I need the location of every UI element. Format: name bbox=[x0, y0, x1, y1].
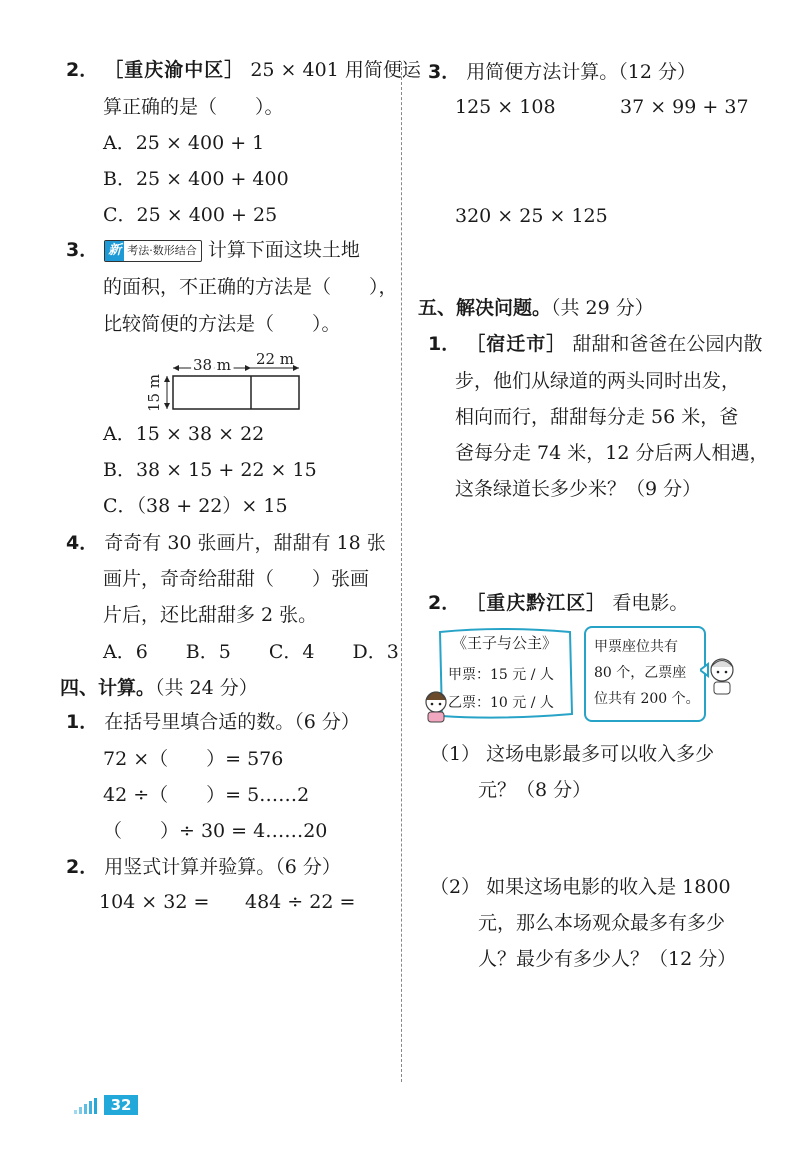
fill-blank-2: 42 ÷（ ）= 5……2 bbox=[103, 784, 310, 806]
option-c: C．（38 + 22）× 15 bbox=[103, 495, 288, 517]
badge-text: 考法·数形结合 bbox=[127, 244, 197, 257]
label-38m: 38 m bbox=[192, 356, 232, 374]
option-a: A．25 × 400 + 1 bbox=[103, 132, 265, 154]
vertical-calc-2: 484 ÷ 22 = bbox=[245, 891, 356, 913]
options-row: A．6 B．5 C．4 D．3 bbox=[103, 641, 399, 663]
question-stem: 计算下面这块土地 bbox=[207, 239, 360, 261]
source-tag: ［重庆渝中区］ bbox=[104, 59, 245, 81]
question-number: 2． bbox=[66, 59, 99, 81]
sub-question-1-line2: 元？（8 分） bbox=[478, 779, 592, 801]
problem-1-line2: 步，他们从绿道的两头同时出发， bbox=[455, 370, 741, 392]
section-5-heading bbox=[418, 296, 654, 320]
arrow-down bbox=[164, 403, 170, 409]
question-4 bbox=[66, 531, 386, 555]
problem-1-line4: 爸每分走 74 米，12 分后两人相遇， bbox=[455, 442, 769, 464]
sub-question-1 bbox=[430, 742, 714, 766]
arrow-up bbox=[164, 376, 170, 382]
ticket-b-price: 乙票：10 元 / 人 bbox=[448, 695, 554, 711]
expression-3: 320 × 25 × 125 bbox=[455, 205, 608, 227]
option-a: A．15 × 38 × 22 bbox=[103, 423, 265, 445]
question-number: 2． bbox=[66, 856, 99, 878]
question-3-right bbox=[428, 60, 696, 84]
question-number: 1． bbox=[428, 333, 461, 355]
land-area-figure bbox=[145, 346, 305, 416]
question-stem: 在括号里填合适的数。（6 分） bbox=[104, 711, 360, 733]
problem-1 bbox=[428, 332, 762, 356]
problem-2 bbox=[428, 591, 688, 615]
label-15m: 15 m bbox=[145, 373, 163, 413]
source-tag: ［宿迁市］ bbox=[466, 333, 567, 355]
question-stem: 用简便方法计算。（12 分） bbox=[466, 61, 696, 83]
question-2 bbox=[66, 58, 421, 82]
question-number: 3． bbox=[66, 239, 99, 261]
calc-question-1 bbox=[66, 710, 360, 734]
column-divider bbox=[401, 62, 402, 1082]
ticket-a-price: 甲票：15 元 / 人 bbox=[448, 667, 554, 683]
question-stem: 甜甜和爸爸在公园内散 bbox=[572, 333, 763, 355]
question-stem-line3: 片后，还比甜甜多 2 张。 bbox=[103, 604, 318, 626]
option-b: B．38 × 15 + 22 × 15 bbox=[103, 459, 317, 481]
question-stem: 看电影。 bbox=[612, 592, 689, 614]
fill-blank-3: （ ）÷ 30 = 4……20 bbox=[103, 820, 328, 842]
new-badge-label: 新 bbox=[105, 241, 124, 261]
section-4-heading bbox=[60, 676, 258, 700]
bubble-line-1: 甲票座位共有 bbox=[594, 639, 678, 655]
vertical-calc-1: 104 × 32 = bbox=[99, 891, 210, 913]
sub-question-stem: 如果这场电影的收入是 1800 bbox=[486, 876, 731, 898]
question-number: 4． bbox=[66, 532, 99, 554]
question-stem-line2: 画片，奇奇给甜甜（ ）张画 bbox=[103, 568, 370, 590]
section-points: （共 29 分） bbox=[551, 297, 654, 319]
source-tag: ［重庆黔江区］ bbox=[466, 592, 607, 614]
question-stem: 25 × 401 用简便运 bbox=[250, 59, 421, 81]
page-number: 32 bbox=[104, 1095, 138, 1115]
sub-question-2-line3: 人？最少有多少人？（12 分） bbox=[478, 948, 737, 970]
fill-blank-1: 72 ×（ ）= 576 bbox=[103, 748, 284, 770]
boy-character-illustration bbox=[700, 650, 736, 700]
new-method-badge bbox=[104, 240, 202, 262]
bubble-line-3: 位共有 200 个。 bbox=[594, 691, 700, 707]
question-number: 1． bbox=[66, 711, 99, 733]
section-points: （共 24 分） bbox=[155, 677, 258, 699]
sub-question-number: （2） bbox=[430, 876, 481, 898]
seat-info-bubble bbox=[584, 626, 706, 722]
arrow-left bbox=[173, 365, 179, 371]
sub-question-2-line2: 元，那么本场观众最多有多少 bbox=[478, 912, 726, 934]
question-number: 3． bbox=[428, 61, 461, 83]
question-number: 2． bbox=[428, 592, 461, 614]
label-22m: 22 m bbox=[255, 350, 295, 368]
question-stem: 奇奇有 30 张画片，甜甜有 18 张 bbox=[104, 532, 386, 554]
sub-question-number: （1） bbox=[430, 743, 481, 765]
girl-body-icon bbox=[428, 712, 444, 722]
section-title: 五、解决问题。 bbox=[418, 297, 552, 319]
option-b: B．25 × 400 + 400 bbox=[103, 168, 289, 190]
movie-title: 《王子与公主》 bbox=[452, 634, 558, 652]
question-stem-line2: 的面积，不正确的方法是（ ）， bbox=[103, 276, 398, 298]
question-stem-line2: 算正确的是（ ）。 bbox=[103, 96, 284, 118]
sub-question-stem: 这场电影最多可以收入多少 bbox=[486, 743, 715, 765]
expression-2: 37 × 99 + 37 bbox=[620, 96, 749, 118]
question-stem-line3: 比较简便的方法是（ ）。 bbox=[103, 313, 341, 335]
option-c: C．25 × 400 + 25 bbox=[103, 204, 278, 226]
sub-question-2 bbox=[430, 875, 731, 899]
problem-1-line5: 这条绿道长多少米？（9 分） bbox=[455, 478, 702, 500]
section-title: 四、计算。 bbox=[60, 677, 156, 699]
page-number-bars-icon bbox=[74, 1096, 102, 1114]
bubble-line-2: 80 个，乙票座 bbox=[594, 665, 687, 681]
question-stem: 用竖式计算并验算。（6 分） bbox=[104, 856, 341, 878]
expression-1: 125 × 108 bbox=[455, 96, 556, 118]
calc-question-2 bbox=[66, 855, 341, 879]
arrow-right bbox=[245, 365, 251, 371]
question-3 bbox=[66, 238, 360, 262]
problem-1-line3: 相向而行，甜甜每分走 56 米，爸 bbox=[455, 406, 739, 428]
land-rectangle bbox=[173, 376, 299, 409]
